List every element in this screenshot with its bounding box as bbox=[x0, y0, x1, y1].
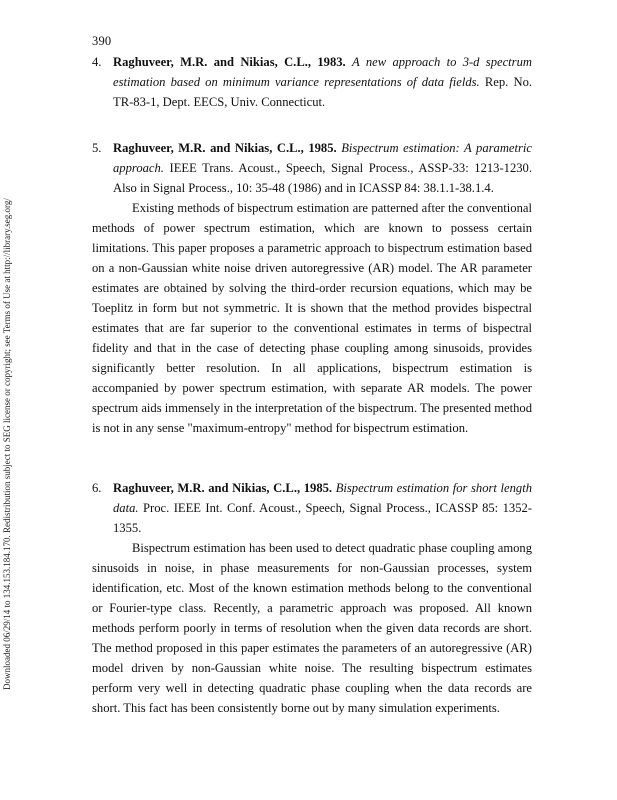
page-number: 390 bbox=[92, 34, 112, 48]
reference-source: IEEE Trans. Acoust., Speech, Signal Process., ASSP-33: 1213-1230. Also in Signal Process., 10: 35-48 (1986) and in ICASSP 84: 38.1.1-38.1.4. bbox=[113, 161, 532, 195]
reference-number: 5. bbox=[92, 141, 102, 155]
reference-title: Bispectrum estimation: A parametric approach. bbox=[113, 141, 532, 175]
reference-entry-6 bbox=[92, 478, 532, 731]
reference-number: 6. bbox=[92, 481, 102, 495]
reference-source: Rep. No. TR-83-1, Dept. EECS, Univ. Connecticut. bbox=[113, 75, 533, 109]
reference-source: Proc. IEEE Int. Conf. Acoust., Speech, Signal Process., ICASSP 85: 1352-1355. bbox=[113, 501, 532, 535]
reference-entry-4 bbox=[92, 52, 532, 112]
reference-entry-5 bbox=[92, 138, 532, 451]
reference-abstract: Bispectrum estimation has been used to detect quadratic phase coupling among sinusoids in noise, in phase measurements for non-Gaussian processes, system identification, etc. Most of the known estimation methods belong to the conventional or Fourier-type class. Recently, a parametric approach was proposed. All known methods perform poorly in terms of resolution when the given data records are short. The method proposed in this paper estimates the parameters of an autoregressive (AR) model driven by non-Gaussian white noise. The resulting bispectrum estimates perform very well in detecting quadratic phase coupling when the data records are short. This fact has been consistently borne out by many simulation experiments. bbox=[92, 541, 532, 715]
reference-abstract: Existing methods of bispectrum estimation are patterned after the conventional methods of power spectrum estimation, which are known to possess certain limitations. This paper proposes a parametric approach to bispectrum estimation based on a non-Gaussian white noise driven autoregressive (AR) model. The AR parameter estimates are obtained by solving the third-order recursion equations, which may be Toeplitz in form but not symmetric. It is shown that the method provides bispectral estimates that are far superior to the conventional estimates in terms of bispectral fidelity and that in the case of detecting phase coupling among sinusoids, provides significantly better resolution. In all applications, bispectrum estimation is accompanied by power spectrum estimation, with separate AR models. The power spectrum aids immensely in the interpretation of the bispectrum. The presented method is not in any sense "maximum-entropy" method for bispectrum estimation. bbox=[92, 201, 532, 435]
download-stamp: Downloaded 06/29/14 to 134.153.184.170. Redistribution subject to SEG license or copyright; see Terms of Use at http://library.seg.org/ bbox=[2, 198, 12, 690]
reference-authors: Raghuveer, M.R. and Nikias, C.L., 1983. bbox=[113, 55, 346, 69]
reference-authors: Raghuveer, M.R. and Nikias, C.L., 1985. bbox=[113, 141, 337, 155]
reference-authors: Raghuveer, M.R. and Nikias, C.L., 1985. bbox=[113, 481, 333, 495]
reference-title: Bispectrum estimation for short length data. bbox=[113, 481, 532, 515]
reference-number: 4. bbox=[92, 55, 102, 69]
reference-title: A new approach to 3-d spectrum estimation based on minimum variance representations of data fields. bbox=[113, 55, 532, 89]
